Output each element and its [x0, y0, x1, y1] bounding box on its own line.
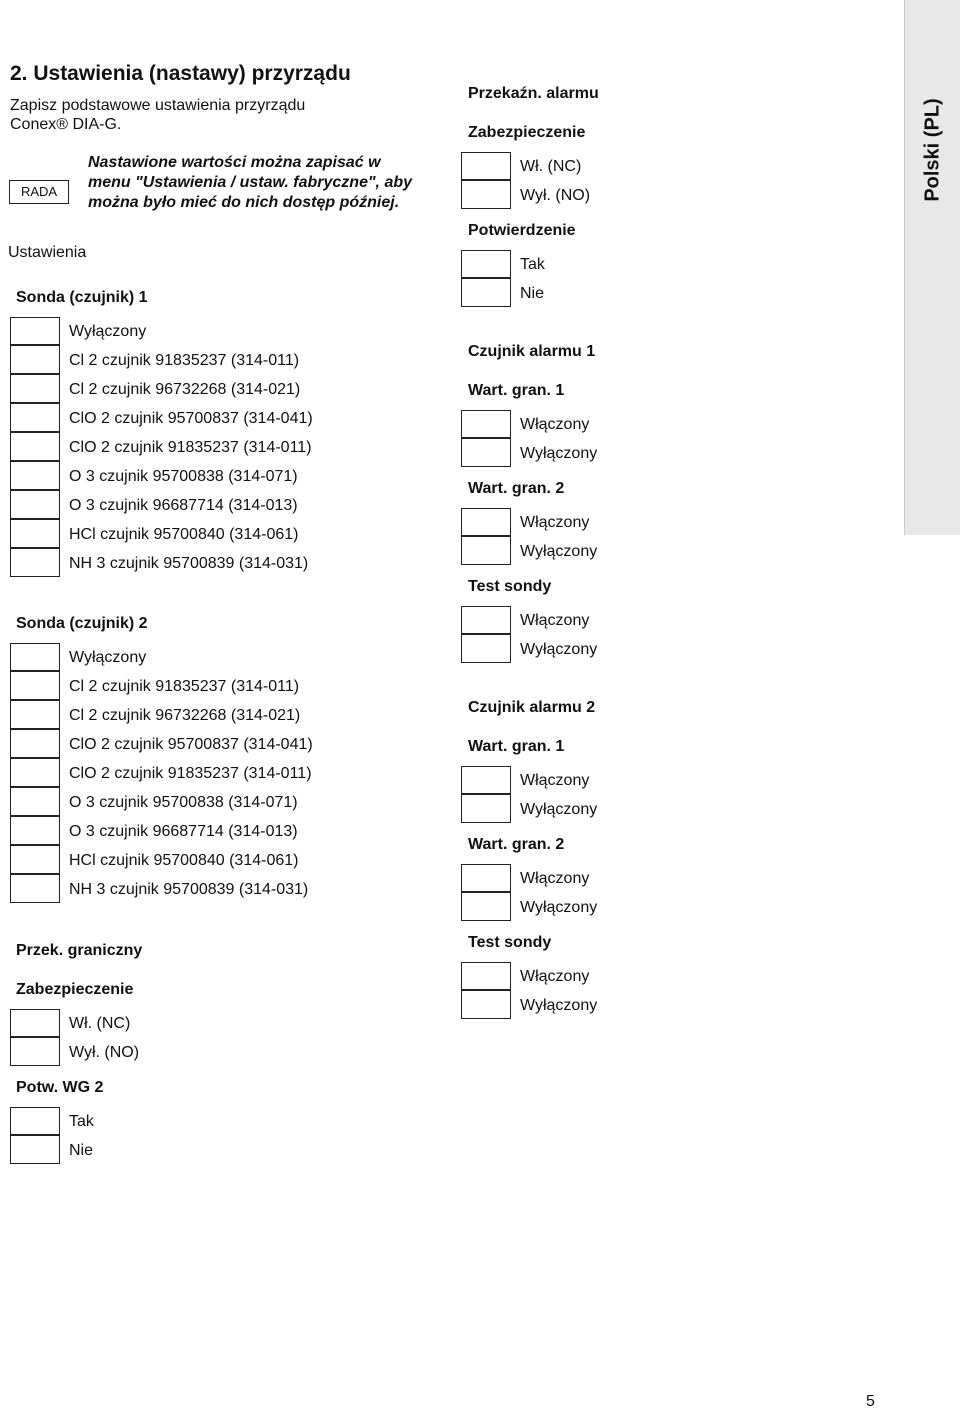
alarm1-test-heading: Test sondy [468, 578, 552, 595]
option-label: ClO 2 czujnik 95700837 (314-041) [69, 410, 313, 427]
checkbox[interactable] [461, 892, 511, 922]
checkbox[interactable] [10, 345, 60, 375]
option-label: Wyłączony [520, 997, 598, 1014]
alarm2-g2-heading: Wart. gran. 2 [468, 836, 565, 853]
przekazn-sub-heading: Zabezpieczenie [468, 124, 586, 141]
intro-line-1: Zapisz podstawowe ustawienia przyrządu [10, 97, 306, 114]
checkbox[interactable] [10, 845, 60, 875]
option-label: ClO 2 czujnik 95700837 (314-041) [69, 736, 313, 753]
option-label: Włączony [520, 870, 590, 887]
option-label: Włączony [520, 772, 590, 789]
language-tab [904, 0, 960, 535]
option-label: Wyłączony [520, 641, 598, 658]
alarm1-heading: Czujnik alarmu 1 [468, 343, 596, 360]
page-number: 5 [866, 1393, 875, 1410]
option-label: HCl czujnik 95700840 (314-061) [69, 852, 299, 869]
checkbox[interactable] [461, 508, 511, 536]
checkbox[interactable] [10, 700, 60, 730]
option-label: Wyłączony [69, 323, 147, 340]
przekazn-heading: Przekaźn. alarmu [468, 85, 599, 102]
potw-heading: Potw. WG 2 [16, 1079, 104, 1096]
ustawienia-label: Ustawienia [8, 244, 87, 261]
checkbox[interactable] [10, 432, 60, 462]
option-label: Wyłączony [520, 899, 598, 916]
alarm1-g2-heading: Wart. gran. 2 [468, 480, 565, 497]
checkbox[interactable] [10, 1037, 60, 1067]
alarm2-test-heading: Test sondy [468, 934, 552, 951]
intro-line-2: Conex® DIA-G. [10, 116, 122, 133]
option-label: Wyłączony [520, 543, 598, 560]
przek-heading: Przek. graniczny [16, 942, 143, 959]
option-label: Nie [520, 285, 545, 302]
sonda2-heading: Sonda (czujnik) 2 [16, 615, 148, 632]
option-label: Tak [69, 1113, 94, 1130]
option-label: Włączony [520, 612, 590, 629]
checkbox[interactable] [10, 1009, 60, 1037]
alarm1-g1-heading: Wart. gran. 1 [468, 382, 565, 399]
option-label: Wł. (NC) [520, 158, 582, 175]
tip-note: Nastawione wartości można zapisać w menu "Ustawienia / ustaw. fabryczne", aby można było mieć do nich dostęp później. [88, 154, 413, 211]
option-label: Wyłączony [520, 801, 598, 818]
option-label: NH 3 czujnik 95700839 (314-031) [69, 881, 309, 898]
option-label: O 3 czujnik 96687714 (314-013) [69, 497, 298, 514]
checkbox[interactable] [461, 180, 511, 210]
checkbox[interactable] [461, 278, 511, 308]
checkbox[interactable] [10, 317, 60, 345]
option-label: Włączony [520, 416, 590, 433]
checkbox[interactable] [10, 1135, 60, 1165]
option-label: Wył. (NO) [520, 187, 591, 204]
option-label: Włączony [520, 514, 590, 531]
option-label: Cl 2 czujnik 96732268 (314-021) [69, 381, 301, 398]
option-label: NH 3 czujnik 95700839 (314-031) [69, 555, 309, 572]
checkbox[interactable] [10, 403, 60, 433]
option-label: Cl 2 czujnik 91835237 (314-011) [69, 678, 300, 695]
checkbox[interactable] [461, 794, 511, 824]
option-label: Wył. (NO) [69, 1044, 140, 1061]
option-label: Cl 2 czujnik 91835237 (314-011) [69, 352, 300, 369]
alarm2-g1-heading: Wart. gran. 1 [468, 738, 565, 755]
checkbox[interactable] [10, 874, 60, 904]
option-label: Wł. (NC) [69, 1015, 131, 1032]
checkbox[interactable] [10, 374, 60, 404]
option-label: Cl 2 czujnik 96732268 (314-021) [69, 707, 301, 724]
rada-badge: RADA [9, 180, 69, 204]
checkbox[interactable] [461, 410, 511, 438]
option-label: Wyłączony [520, 445, 598, 462]
option-label: ClO 2 czujnik 91835237 (314-011) [69, 765, 312, 782]
checkbox[interactable] [10, 548, 60, 578]
checkbox[interactable] [10, 758, 60, 788]
page-title: 2. Ustawienia (nastawy) przyrządu [10, 62, 351, 85]
checkbox[interactable] [461, 962, 511, 990]
checkbox[interactable] [461, 536, 511, 566]
option-label: O 3 czujnik 95700838 (314-071) [69, 468, 298, 485]
option-label: Włączony [520, 968, 590, 985]
option-label: HCl czujnik 95700840 (314-061) [69, 526, 299, 543]
checkbox[interactable] [10, 643, 60, 671]
option-label: Wyłączony [69, 649, 147, 666]
checkbox[interactable] [10, 490, 60, 520]
checkbox[interactable] [10, 1107, 60, 1135]
checkbox[interactable] [461, 606, 511, 634]
checkbox[interactable] [461, 250, 511, 278]
option-label: Tak [520, 256, 545, 273]
checkbox[interactable] [461, 864, 511, 892]
checkbox[interactable] [10, 519, 60, 549]
checkbox[interactable] [461, 152, 511, 180]
intro-text [10, 96, 305, 134]
checkbox[interactable] [461, 438, 511, 468]
checkbox[interactable] [461, 766, 511, 794]
checkbox[interactable] [10, 787, 60, 817]
checkbox[interactable] [461, 634, 511, 664]
checkbox[interactable] [10, 729, 60, 759]
option-label: Nie [69, 1142, 94, 1159]
option-label: O 3 czujnik 95700838 (314-071) [69, 794, 298, 811]
checkbox[interactable] [10, 816, 60, 846]
option-label: O 3 czujnik 96687714 (314-013) [69, 823, 298, 840]
alarm2-heading: Czujnik alarmu 2 [468, 699, 596, 716]
language-tab-label: Polski (PL) [921, 98, 944, 202]
checkbox[interactable] [461, 990, 511, 1020]
checkbox[interactable] [10, 671, 60, 701]
potwierdzenie-heading: Potwierdzenie [468, 222, 576, 239]
checkbox[interactable] [10, 461, 60, 491]
przek-sub-heading: Zabezpieczenie [16, 981, 134, 998]
option-label: ClO 2 czujnik 91835237 (314-011) [69, 439, 312, 456]
sonda1-heading: Sonda (czujnik) 1 [16, 289, 148, 306]
